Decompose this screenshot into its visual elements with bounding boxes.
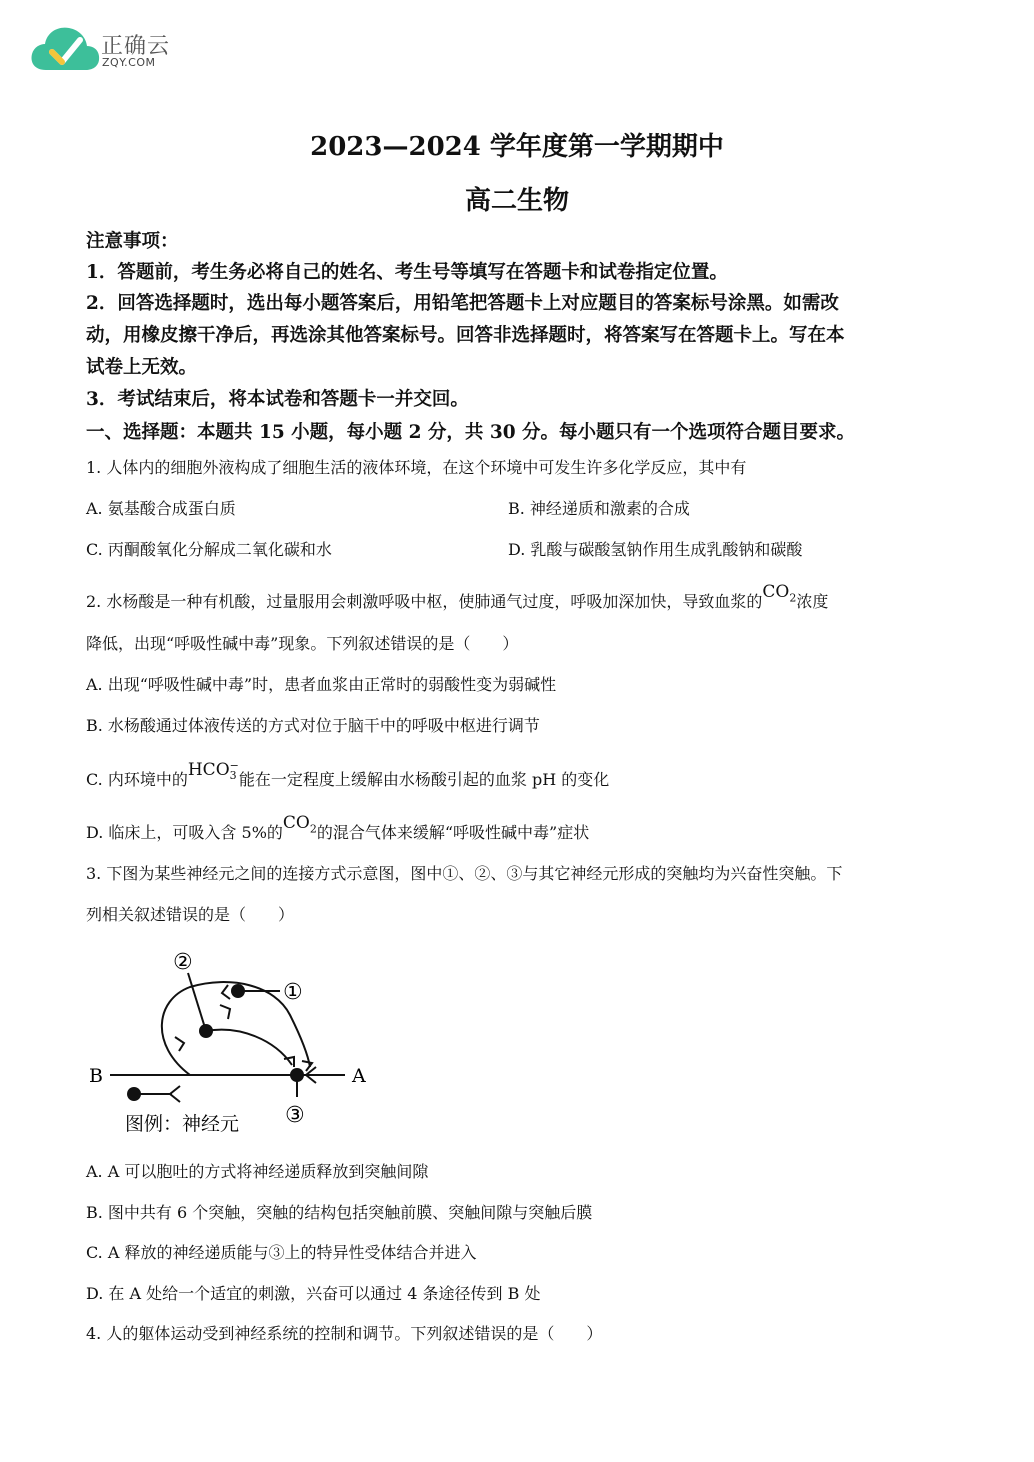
section-heading: 一、选择题：本题共 15 小题，每小题 2 分，共 30 分。每小题只有一个选项符合题目要求。 <box>86 422 856 443</box>
label-2: ② <box>173 950 193 975</box>
question-2-stem-line-1 <box>86 582 829 620</box>
option-d-prefix: D. 临床上，可吸入含 5%的 <box>86 823 283 842</box>
notice-item-2-line-2: 动，用橡皮擦干净后，再选涂其他答案标号。回答非选择题时，将答案写在答题卡上。写在本 <box>86 325 845 346</box>
co2-subscript: 2 <box>789 591 797 605</box>
question-3-option-a: A. A 可以胞吐的方式将神经递质释放到突触间隙 <box>86 1162 429 1181</box>
logo-brand-cn: 正确云 <box>101 34 171 59</box>
synapse-1-icon <box>222 985 230 999</box>
question-1-option-a: A. 氨基酸合成蛋白质 <box>86 499 236 518</box>
synapse-1-icon <box>220 1005 230 1019</box>
neuron-diagram <box>80 945 380 1140</box>
neuron-2-body <box>199 1024 213 1038</box>
question-1-stem: 1. 人体内的细胞外液构成了细胞生活的液体环境，在这个环境中可发生许多化学反应，其中有 <box>86 458 747 477</box>
hco3-formula <box>188 760 239 780</box>
logo-brand-en: ZQY.COM <box>102 56 156 69</box>
option-d-suffix: 的混合气体来缓解“呼吸性碱中毒”症状 <box>316 823 590 842</box>
co2-formula <box>282 813 317 836</box>
question-3-option-c: C. A 释放的神经递质能与③上的特异性受体结合并进入 <box>86 1243 477 1262</box>
question-2-option-b: B. 水杨酸通过体液传送的方式对位于脑干中的呼吸中枢进行调节 <box>86 716 540 735</box>
notice-item-2-line-3: 试卷上无效。 <box>86 357 198 378</box>
option-c-prefix: C. 内环境中的 <box>86 770 188 789</box>
label-b: B <box>89 1065 103 1087</box>
question-2-option-d <box>86 813 590 851</box>
loop-axon-inner <box>206 1030 292 1065</box>
notice-heading: 注意事项： <box>86 231 179 252</box>
synapse-loop-icon <box>175 1037 184 1051</box>
co2-formula <box>762 582 797 605</box>
question-2-stem-line-2: 降低，出现“呼吸性碱中毒”现象。下列叙述错误的是（ ） <box>86 634 519 653</box>
question-3-stem-line-2: 列相关叙述错误的是（ ） <box>86 905 295 924</box>
co2-text: CO <box>282 813 310 833</box>
synapse-loop-icon <box>302 1061 312 1071</box>
question-2-stem-tail: 浓度 <box>796 592 829 611</box>
exam-title: 2023—2024 学年度第一学期期中 <box>310 132 724 162</box>
legend-label: 图例：神经元 <box>125 1113 240 1135</box>
co2-text: CO <box>762 582 790 602</box>
question-1-option-b: B. 神经递质和激素的合成 <box>508 499 690 518</box>
question-2-stem-text: 2. 水杨酸是一种有机酸，过量服用会刺激呼吸中枢，使肺通气过度，呼吸加深加快，导致血浆的 <box>86 592 763 611</box>
question-4-stem: 4. 人的躯体运动受到神经系统的控制和调节。下列叙述错误的是（ ） <box>86 1324 603 1343</box>
notice-item-3: 3．考试结束后，将本试卷和答题卡一并交回。 <box>86 389 469 410</box>
question-3-option-d: D. 在 A 处给一个适宜的刺激，兴奋可以通过 4 条途径传到 B 处 <box>86 1284 541 1303</box>
question-3-option-b: B. 图中共有 6 个突触，突触的结构包括突触前膜、突触间隙与突触后膜 <box>86 1203 593 1222</box>
option-c-suffix: 能在一定程度上缓解由水杨酸引起的血浆 pH 的变化 <box>238 770 610 789</box>
label-3: ③ <box>285 1103 305 1128</box>
label-a: A <box>352 1065 366 1087</box>
question-1-option-c: C. 丙酮酸氧化分解成二氧化碳和水 <box>86 540 332 559</box>
label-1: ① <box>283 980 303 1005</box>
neuron-1-body <box>231 984 245 998</box>
cloud-check-icon <box>30 22 102 74</box>
hco3-text: HCO <box>187 760 230 780</box>
hco3-subscript: 3 <box>229 768 237 782</box>
question-2-option-a: A. 出现“呼吸性碱中毒”时，患者血浆由正常时的弱酸性变为弱碱性 <box>86 675 557 694</box>
hco3-superscript: − <box>229 758 239 772</box>
legend-synapse-icon <box>170 1086 180 1102</box>
notice-item-2-line-1: 2．回答选择题时，选出每小题答案后，用铅笔把答题卡上对应题目的答案标号涂黑。如需改 <box>86 293 839 314</box>
exam-subject: 高二生物 <box>464 186 569 216</box>
question-2-option-c <box>86 758 610 792</box>
question-1-option-d: D. 乳酸与碳酸氢钠作用生成乳酸钠和碳酸 <box>508 540 803 559</box>
neuron-2-axon <box>188 973 206 1031</box>
co2-subscript: 2 <box>309 822 317 836</box>
notice-item-1: 1．答题前，考生务必将自己的姓名、考生号等填写在答题卡和试卷指定位置。 <box>86 262 728 283</box>
question-3-stem-line-1: 3. 下图为某些神经元之间的连接方式示意图，图中①、②、③与其它神经元形成的突触均为兴奋性突触。下 <box>86 864 843 883</box>
